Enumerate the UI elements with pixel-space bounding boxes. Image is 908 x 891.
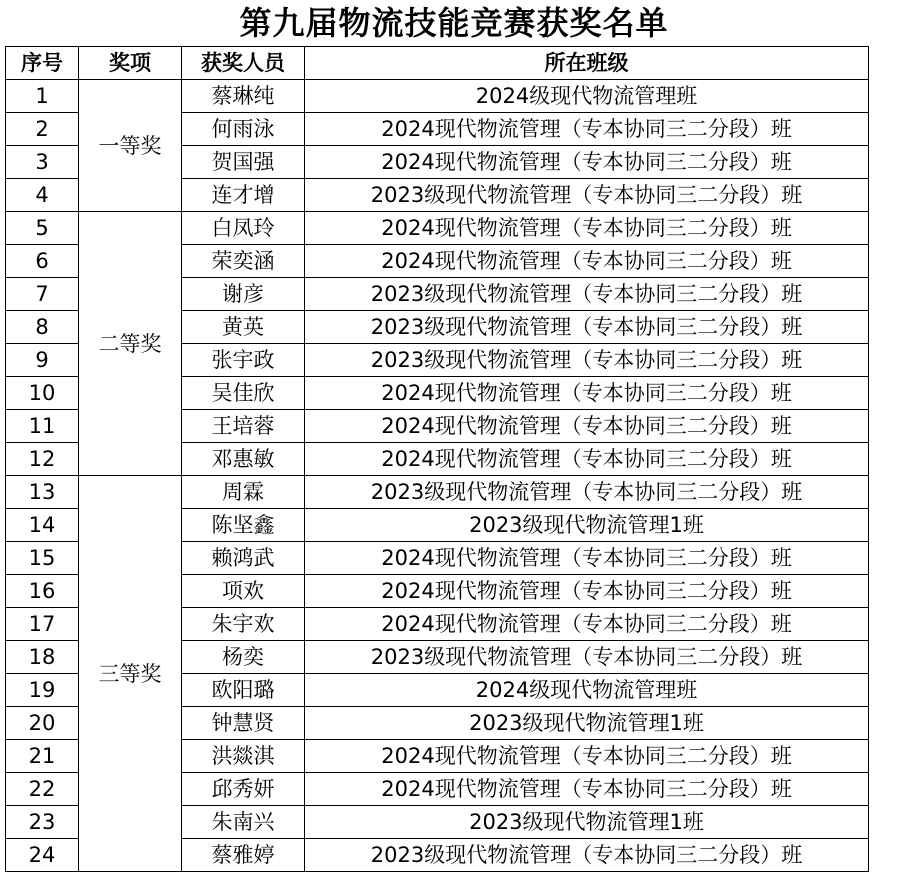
cell-name[interactable]: 欧阳璐 xyxy=(182,674,305,707)
cell-seq[interactable]: 3 xyxy=(6,146,79,179)
table-row xyxy=(6,476,869,509)
cell-name[interactable]: 贺国强 xyxy=(182,146,305,179)
cell-seq[interactable]: 5 xyxy=(6,212,79,245)
cell-seq[interactable]: 20 xyxy=(6,707,79,740)
cell-name[interactable]: 赖鸿武 xyxy=(182,542,305,575)
cell-class[interactable]: 2023级现代物流管理（专本协同三二分段）班 xyxy=(305,179,869,212)
cell-name[interactable]: 邓惠敏 xyxy=(182,443,305,476)
header-row xyxy=(6,47,869,80)
header-class[interactable]: 所在班级 xyxy=(305,47,869,80)
cell-name[interactable]: 荣奕涵 xyxy=(182,245,305,278)
cell-class[interactable]: 2023级现代物流管理1班 xyxy=(305,707,869,740)
table-body xyxy=(6,80,869,872)
cell-class[interactable]: 2023级现代物流管理（专本协同三二分段）班 xyxy=(305,839,869,872)
cell-name[interactable]: 钟慧贤 xyxy=(182,707,305,740)
cell-name[interactable]: 谢彦 xyxy=(182,278,305,311)
cell-seq[interactable]: 16 xyxy=(6,575,79,608)
cell-seq[interactable]: 17 xyxy=(6,608,79,641)
cell-seq[interactable]: 14 xyxy=(6,509,79,542)
cell-name[interactable]: 黄英 xyxy=(182,311,305,344)
cell-seq[interactable]: 13 xyxy=(6,476,79,509)
cell-seq[interactable]: 24 xyxy=(6,839,79,872)
cell-name[interactable]: 连才增 xyxy=(182,179,305,212)
cell-seq[interactable]: 21 xyxy=(6,740,79,773)
cell-class[interactable]: 2024现代物流管理（专本协同三二分段）班 xyxy=(305,377,869,410)
header-award[interactable]: 奖项 xyxy=(79,47,182,80)
cell-seq[interactable]: 2 xyxy=(6,113,79,146)
cell-name[interactable]: 朱南兴 xyxy=(182,806,305,839)
cell-seq[interactable]: 22 xyxy=(6,773,79,806)
cell-class[interactable]: 2024现代物流管理（专本协同三二分段）班 xyxy=(305,410,869,443)
cell-name[interactable]: 何雨泳 xyxy=(182,113,305,146)
table-row xyxy=(6,212,869,245)
cell-class[interactable]: 2024现代物流管理（专本协同三二分段）班 xyxy=(305,740,869,773)
cell-name[interactable]: 陈坚鑫 xyxy=(182,509,305,542)
cell-class[interactable]: 2023级现代物流管理（专本协同三二分段）班 xyxy=(305,641,869,674)
cell-class[interactable]: 2024现代物流管理（专本协同三二分段）班 xyxy=(305,245,869,278)
cell-seq[interactable]: 18 xyxy=(6,641,79,674)
cell-class[interactable]: 2024现代物流管理（专本协同三二分段）班 xyxy=(305,212,869,245)
cell-seq[interactable]: 7 xyxy=(6,278,79,311)
cell-name[interactable]: 吴佳欣 xyxy=(182,377,305,410)
header-name[interactable]: 获奖人员 xyxy=(182,47,305,80)
cell-seq[interactable]: 12 xyxy=(6,443,79,476)
cell-class[interactable]: 2023级现代物流管理（专本协同三二分段）班 xyxy=(305,476,869,509)
cell-seq[interactable]: 23 xyxy=(6,806,79,839)
cell-name[interactable]: 邱秀妍 xyxy=(182,773,305,806)
cell-seq[interactable]: 11 xyxy=(6,410,79,443)
cell-class[interactable]: 2024现代物流管理（专本协同三二分段）班 xyxy=(305,575,869,608)
cell-seq[interactable]: 15 xyxy=(6,542,79,575)
cell-award[interactable]: 二等奖 xyxy=(79,212,182,476)
cell-name[interactable]: 周霖 xyxy=(182,476,305,509)
cell-class[interactable]: 2024现代物流管理（专本协同三二分段）班 xyxy=(305,542,869,575)
cell-class[interactable]: 2023级现代物流管理（专本协同三二分段）班 xyxy=(305,344,869,377)
cell-class[interactable]: 2024现代物流管理（专本协同三二分段）班 xyxy=(305,443,869,476)
cell-seq[interactable]: 19 xyxy=(6,674,79,707)
cell-name[interactable]: 张宇政 xyxy=(182,344,305,377)
cell-class[interactable]: 2024现代物流管理（专本协同三二分段）班 xyxy=(305,113,869,146)
table-row xyxy=(6,80,869,113)
cell-seq[interactable]: 8 xyxy=(6,311,79,344)
cell-class[interactable]: 2024现代物流管理（专本协同三二分段）班 xyxy=(305,608,869,641)
cell-name[interactable]: 杨奕 xyxy=(182,641,305,674)
cell-name[interactable]: 朱宇欢 xyxy=(182,608,305,641)
cell-seq[interactable]: 9 xyxy=(6,344,79,377)
cell-award[interactable]: 三等奖 xyxy=(79,476,182,872)
cell-seq[interactable]: 4 xyxy=(6,179,79,212)
cell-name[interactable]: 王培蓉 xyxy=(182,410,305,443)
cell-class[interactable]: 2024现代物流管理（专本协同三二分段）班 xyxy=(305,773,869,806)
cell-name[interactable]: 项欢 xyxy=(182,575,305,608)
award-table xyxy=(5,46,869,872)
cell-seq[interactable]: 1 xyxy=(6,80,79,113)
cell-name[interactable]: 蔡雅婷 xyxy=(182,839,305,872)
header-seq[interactable]: 序号 xyxy=(6,47,79,80)
cell-seq[interactable]: 6 xyxy=(6,245,79,278)
cell-class[interactable]: 2024级现代物流管理班 xyxy=(305,80,869,113)
page-title[interactable]: 第九届物流技能竞赛获奖名单 xyxy=(239,4,669,42)
cell-award[interactable]: 一等奖 xyxy=(79,80,182,212)
cell-class[interactable]: 2023级现代物流管理（专本协同三二分段）班 xyxy=(305,311,869,344)
cell-name[interactable]: 蔡琳纯 xyxy=(182,80,305,113)
cell-class[interactable]: 2024级现代物流管理班 xyxy=(305,674,869,707)
cell-class[interactable]: 2023级现代物流管理1班 xyxy=(305,806,869,839)
cell-class[interactable]: 2023级现代物流管理（专本协同三二分段）班 xyxy=(305,278,869,311)
cell-name[interactable]: 洪燚淇 xyxy=(182,740,305,773)
cell-seq[interactable]: 10 xyxy=(6,377,79,410)
cell-class[interactable]: 2024现代物流管理（专本协同三二分段）班 xyxy=(305,146,869,179)
cell-class[interactable]: 2023级现代物流管理1班 xyxy=(305,509,869,542)
cell-name[interactable]: 白凤玲 xyxy=(182,212,305,245)
